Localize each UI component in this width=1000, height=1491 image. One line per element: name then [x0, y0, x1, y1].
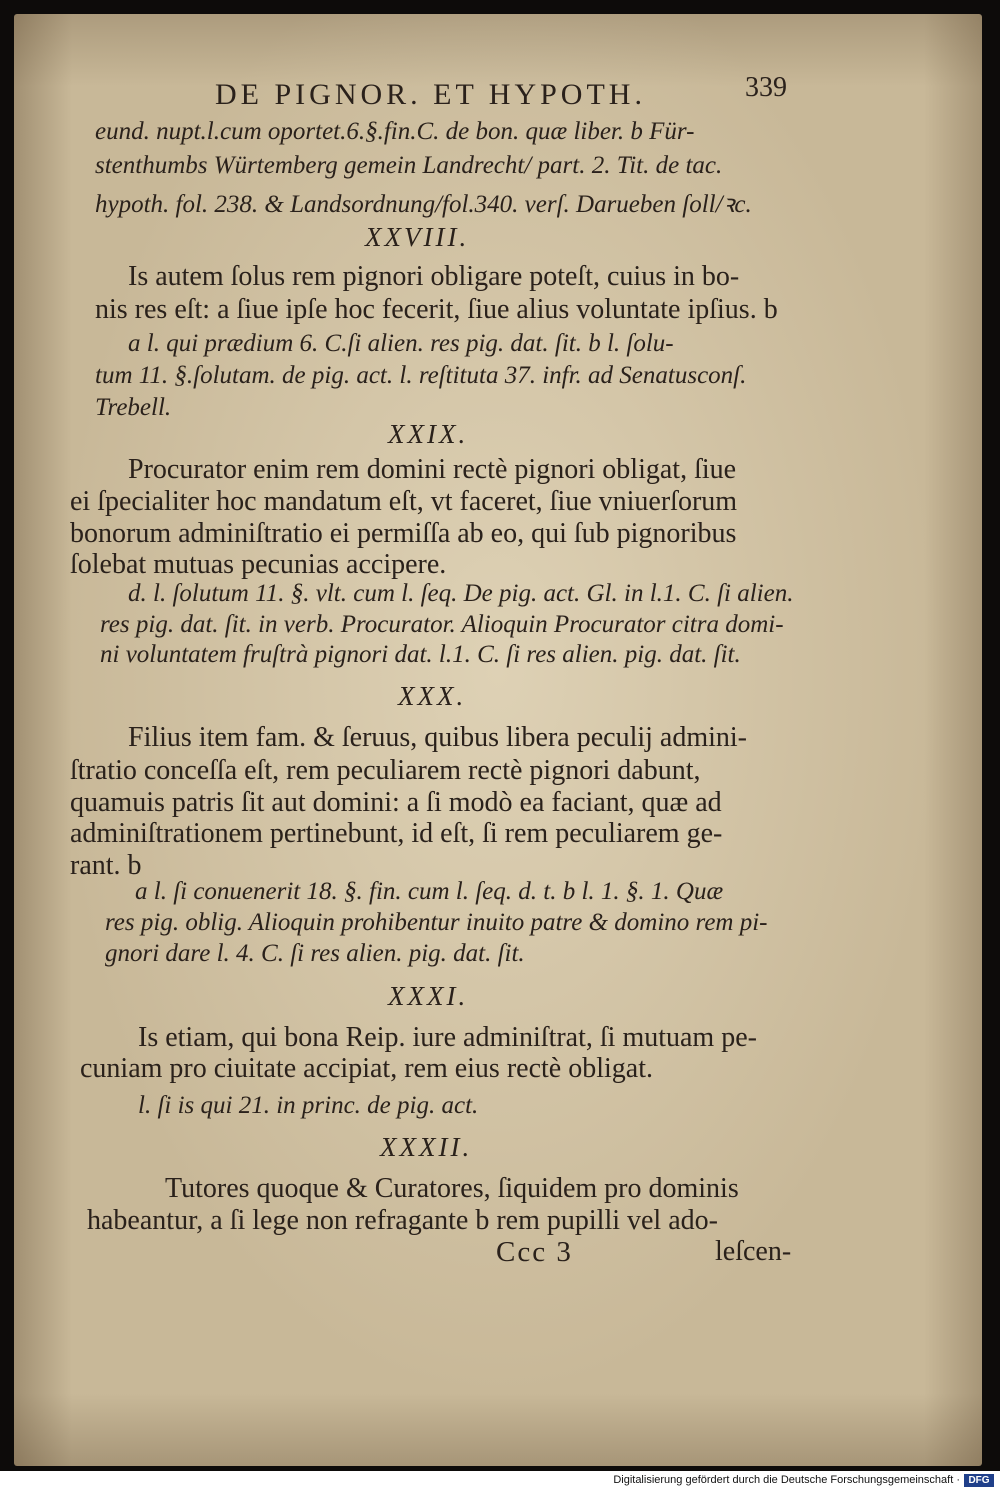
section-heading: XXXII.	[380, 1132, 473, 1162]
note-line: hypoth. fol. 238. & Landsordnung/fol.340. verſ. Darueben ſoll/ꝛc.	[95, 191, 752, 218]
funding-notice: Digitalisierung gefördert durch die Deutsche Forschungsgemeinschaft ·	[613, 1474, 960, 1486]
body-line: rant. b	[70, 850, 142, 881]
note-line: tum 11. §.ſolutam. de pig. act. l. reſtituta 37. infr. ad Senatusconſ.	[95, 362, 747, 389]
dfg-logo: DFG	[964, 1474, 994, 1487]
catchword: leſcen-	[715, 1236, 792, 1267]
body-line: bonorum adminiſtratio ei permiſſa ab eo, qui ſub pignoribus	[70, 518, 737, 549]
section-heading: XXVIII.	[365, 222, 470, 252]
body-line: habeantur, a ſi lege non refragante b rem pupilli vel ado-	[87, 1205, 718, 1236]
body-line: ſtratio conceſſa eſt, rem peculiarem rectè pignori dabunt,	[70, 755, 701, 786]
note-line: res pig. oblig. Alioquin prohibentur inuito patre & domino rem pi-	[105, 909, 768, 936]
section-heading: XXIX.	[388, 419, 469, 449]
note-line: stenthumbs Würtemberg gemein Landrecht/ part. 2. Tit. de tac.	[95, 152, 723, 179]
note-line: l. ſi is qui 21. in princ. de pig. act.	[138, 1092, 479, 1119]
body-line: Is etiam, qui bona Reip. iure adminiſtrat, ſi mutuam pe-	[138, 1022, 757, 1053]
body-line: adminiſtrationem pertinebunt, id eſt, ſi rem peculiarem ge-	[70, 818, 723, 849]
body-line: Is autem ſolus rem pignori obligare poteſt, cuius in bo-	[128, 261, 740, 292]
section-heading: XXX.	[398, 681, 467, 711]
body-line: cuniam pro ciuitate accipiat, rem eius rectè obligat.	[80, 1053, 653, 1084]
note-line: res pig. dat. ſit. in verb. Procurator. Alioquin Procurator citra domi-	[100, 611, 784, 638]
body-line: Procurator enim rem domini rectè pignori obligat, ſiue	[128, 454, 737, 485]
note-line: gnori dare l. 4. C. ſi res alien. pig. dat. ſit.	[105, 940, 525, 967]
signature-mark: Ccc 3	[496, 1236, 573, 1268]
note-line: eund. nupt.l.cum oportet.6.§.fin.C. de bon. quæ liber. b Für-	[95, 118, 695, 145]
page-number: 339	[745, 72, 787, 103]
note-line: a l. ſi conuenerit 18. §. fin. cum l. ſeq. d. t. b l. 1. §. 1. Quæ	[135, 878, 724, 905]
note-line: d. l. ſolutum 11. §. vlt. cum l. ſeq. De pig. act. Gl. in l.1. C. ſi alien.	[128, 580, 794, 607]
body-line: nis res eſt: a ſiue ipſe hoc fecerit, ſiue alius voluntate ipſius. b	[95, 294, 778, 325]
body-line: quamuis patris ſit aut domini: a ſi modò ea faciant, quæ ad	[70, 787, 722, 818]
body-line: ei ſpecialiter hoc mandatum eſt, vt faceret, ſiue vniuerſorum	[70, 486, 738, 517]
body-line: Tutores quoque & Curatores, ſiquidem pro dominis	[165, 1173, 739, 1204]
note-line: ni voluntatem fruſtrà pignori dat. l.1. C. ſi res alien. pig. dat. ſit.	[100, 641, 741, 668]
running-title: DE PIGNOR. ET HYPOTH.	[215, 78, 646, 111]
section-heading: XXXI.	[388, 981, 469, 1011]
digitization-footer	[0, 1471, 1000, 1491]
body-line: ſolebat mutuas pecunias accipere.	[70, 549, 447, 580]
body-line: Filius item fam. & ſeruus, quibus libera peculij admini-	[128, 722, 748, 753]
note-line: a l. qui prædium 6. C.ſi alien. res pig. dat. ſit. b l. ſolu-	[128, 330, 674, 357]
note-line: Trebell.	[95, 394, 172, 421]
